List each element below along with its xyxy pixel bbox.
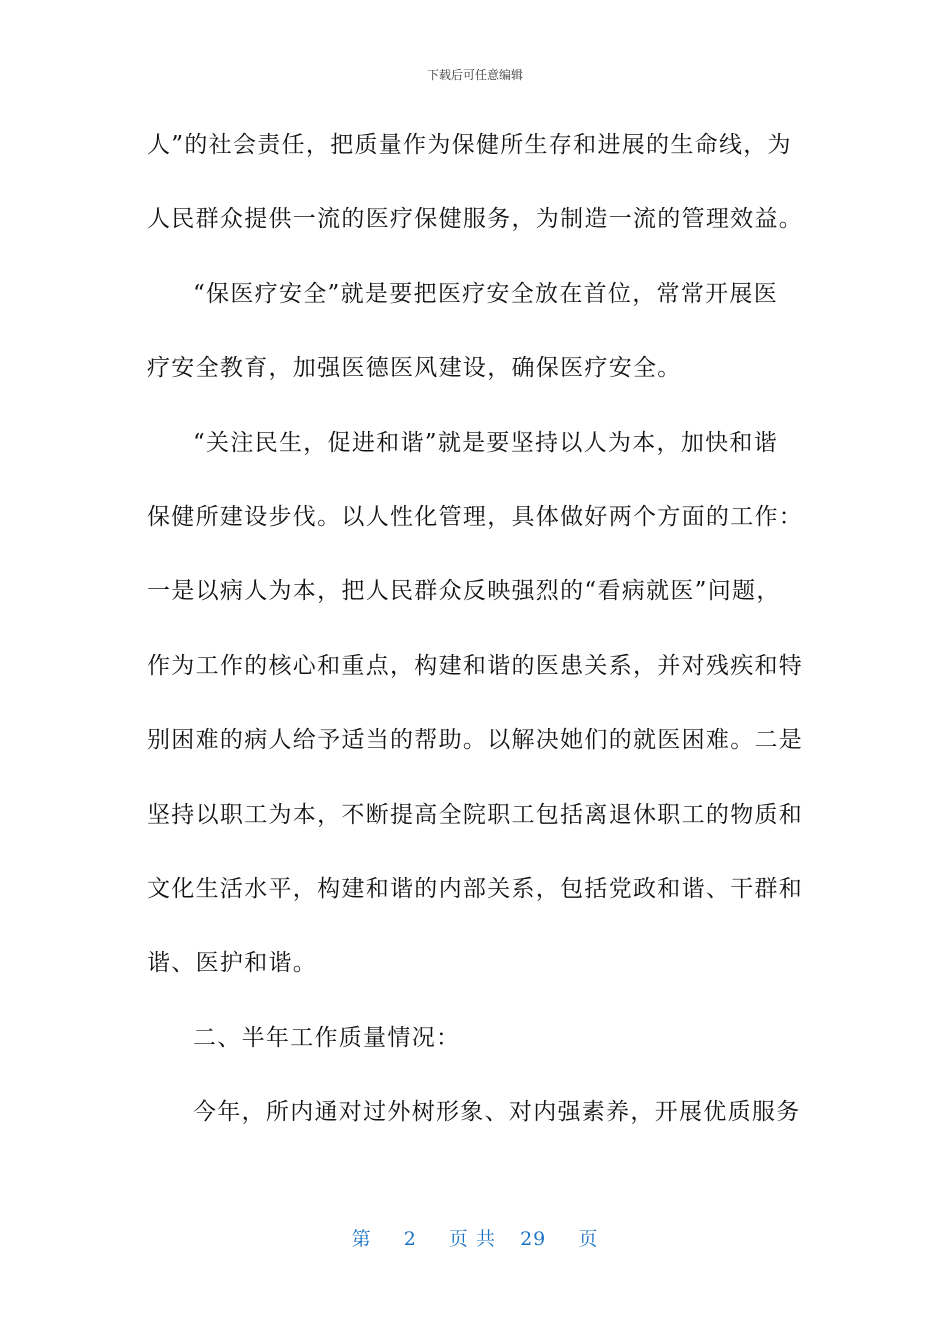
- text-line: 别困难的病人给予适当的帮助。以解决她们的就医困难。二是: [147, 727, 804, 754]
- text-line: 一是以病人为本，把人民群众反映强烈的“看病就医”问题，: [147, 578, 781, 605]
- text-line: 今年，所内通对过外树形象、对内强素养，开展优质服务: [193, 1099, 801, 1126]
- text-line: 人”的社会责任，把质量作为保健所生存和进展的生命线，为: [147, 132, 792, 158]
- text-line: 坚持以职工为本，不断提高全院职工包括离退休职工的物质和: [147, 801, 804, 828]
- text-line: 文化生活水平，构建和谐的内部关系，包括党政和谐、干群和: [147, 875, 804, 902]
- footer-suffix: 页: [578, 1228, 599, 1250]
- text-line: 作为工作的核心和重点，构建和谐的医患关系，并对残疾和特: [147, 652, 804, 679]
- footer-middle: 页 共: [448, 1228, 496, 1250]
- section-heading: 二、半年工作质量情况：: [193, 1024, 461, 1051]
- page-footer: [0, 1224, 950, 1251]
- text-line: “关注民生，促进和谐”就是要坚持以人为本，加快和谐: [193, 429, 779, 456]
- text-line: 疗安全教育，加强医德医风建设，确保医疗安全。: [147, 355, 682, 382]
- current-page-number: 2: [403, 1228, 417, 1250]
- text-line: 保健所建设步伐。以人性化管理，具体做好两个方面的工作：: [147, 503, 804, 530]
- text-line: “保医疗安全”就是要把医疗安全放在首位，常常开展医: [193, 280, 779, 307]
- total-pages-number: 29: [520, 1228, 547, 1250]
- document-body: [147, 116, 807, 1157]
- footer-prefix: 第: [351, 1228, 372, 1250]
- page-header-note: 下载后可任意编辑: [426, 68, 523, 82]
- text-line: 人民群众提供一流的医疗保健服务，为制造一流的管理效益。: [147, 206, 804, 233]
- text-line: 谐、医护和谐。: [147, 950, 318, 977]
